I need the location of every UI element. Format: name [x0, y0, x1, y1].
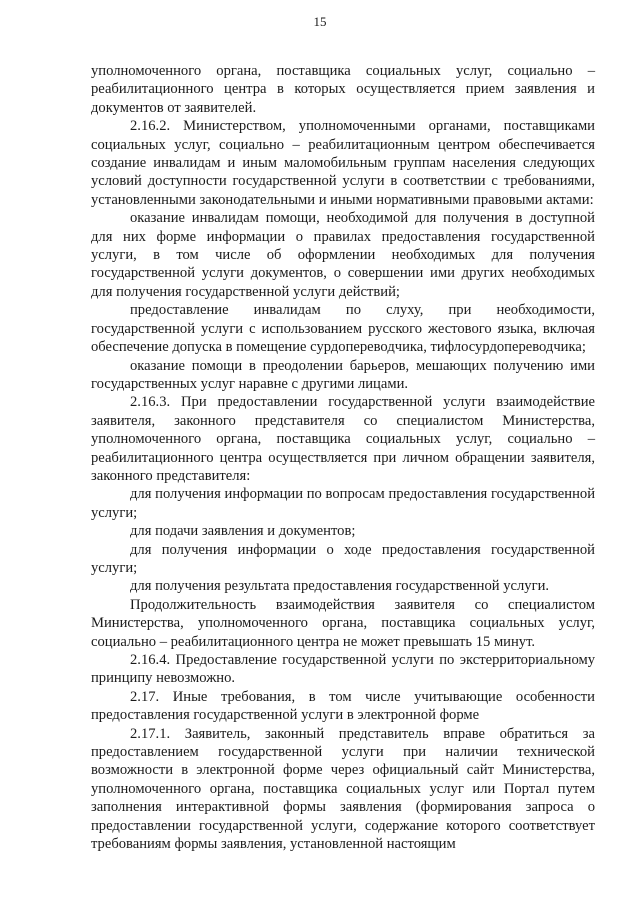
paragraph-barriers: оказание помощи в преодолении барьеров, мешающих получению ими государственных услуг наравне с другими лицами.: [91, 357, 595, 392]
body-text: [91, 62, 595, 853]
paragraph-duration: Продолжительность взаимодействия заявителя со специалистом Министерства, уполномоченного органа, поставщика социальных услуг, социально – реабилитационного центра не может превышать 15 минут.: [91, 596, 595, 650]
paragraph-continuation: уполномоченного органа, поставщика социальных услуг, социально – реабилитационного центра в которых осуществляется прием заявления и документов от заявителей.: [91, 63, 595, 116]
paragraph-2-17-1: 2.17.1. Заявитель, законный представитель вправе обратиться за предоставлением государственной услуги при наличии технической возможности в электронной форме через официальный сайт Министерства, уполномоченного органа, поставщика социальных услуг или Портал путем заполнения интерактивной формы заявления (формирования запроса о предоставлении государственной услуги, содержание которого соответствует требованиям формы заявления, установленной настоящим: [91, 725, 595, 853]
list-item-submission: для подачи заявления и документов;: [130, 523, 356, 540]
paragraph-help-information: оказание инвалидам помощи, необходимой для получения в доступной для них форме информации о правилах предоставления государственной услуги, в том числе об оформлении необходимых для получения государственной услуги документов, о совершении ими других необходимых для получения государственной услуги действий;: [91, 210, 595, 300]
list-item-progress: для получения информации о ходе предоставления государственной услуги;: [91, 541, 595, 576]
paragraph-2-16-3: 2.16.3. При предоставлении государственной услуги взаимодействие заявителя, законного представителя со специалистом Министерства, уполномоченного органа, поставщика социальных услуг, социально – реабилитационного центра осуществляется при личном обращении заявителя, законного представителя:: [91, 394, 595, 484]
list-item-information: для получения информации по вопросам предоставления государственной услуги;: [91, 486, 595, 521]
section-heading-2-17: 2.17. Иные требования, в том числе учитывающие особенности предоставления государственной услуги в электронной форме: [91, 688, 595, 724]
list-item-result: для получения результата предоставления государственной услуги.: [130, 578, 550, 595]
paragraph-2-16-2: 2.16.2. Министерством, уполномоченными органами, поставщиками социальных услуг, социально – реабилитационным центром обеспечивается создание инвалидам и иным маломобильным группам населения следующих условий доступности государственной услуги в соответствии с требованиями, установленными законодательными и иными нормативными правовыми актами:: [91, 118, 595, 208]
paragraph-sign-language: предоставление инвалидам по слуху, при необходимости, государственной услуги с использованием русского жестового языка, включая обеспечение допуска в помещение сурдопереводчика, тифлосурдопереводчика;: [91, 302, 595, 356]
page-number: 15: [313, 14, 327, 29]
paragraph-2-16-4: 2.16.4. Предоставление государственной услуги по экстерриториальному принципу невозможно.: [91, 652, 595, 687]
